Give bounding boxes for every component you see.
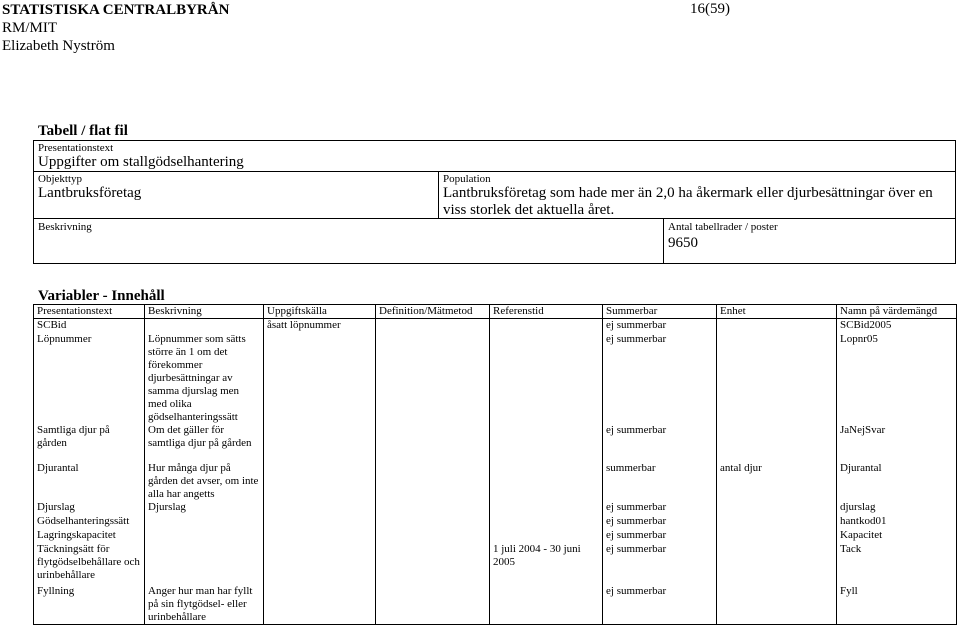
table-cell: Fyll — [837, 585, 957, 625]
table-cell — [717, 319, 837, 333]
table-cell — [376, 319, 490, 333]
table-cell — [376, 529, 490, 543]
population-value: Lantbruksföretag som hade mer än 2,0 ha åkermark eller djurbesättningar över en viss storlek det aktuella året. — [443, 185, 933, 218]
tabell-vdivider-1 — [438, 171, 439, 218]
table-cell: ej summerbar — [603, 501, 717, 515]
table-cell: Djurslag — [34, 501, 145, 515]
table-cell: Djurantal — [837, 462, 957, 501]
unit-code: RM/MIT — [2, 20, 58, 36]
table-cell — [145, 543, 264, 585]
table-cell: åsatt löpnummer — [264, 319, 376, 333]
table-cell — [717, 424, 837, 462]
table-cell — [490, 333, 603, 424]
beskrivning-label: Beskrivning — [38, 221, 92, 233]
column-header: Beskrivning — [145, 305, 264, 319]
antal-value: 9650 — [668, 235, 698, 251]
table-cell — [264, 515, 376, 529]
table-cell — [376, 515, 490, 529]
table-row — [34, 319, 957, 333]
variabler-heading: Variabler - Innehåll — [38, 288, 165, 304]
table-cell — [717, 529, 837, 543]
objekttyp-label: Objekttyp — [38, 173, 82, 185]
table-cell: Kapacitet — [837, 529, 957, 543]
column-header: Presentationstext — [34, 305, 145, 319]
table-cell — [717, 543, 837, 585]
table-cell: ej summerbar — [603, 529, 717, 543]
table-cell — [717, 515, 837, 529]
column-header: Uppgiftskälla — [264, 305, 376, 319]
table-cell — [145, 515, 264, 529]
presentation-value: Uppgifter om stallgödselhantering — [38, 154, 244, 170]
table-cell: Hur många djur på gården det avser, om inte alla har angetts — [145, 462, 264, 501]
column-header: Namn på värdemängd — [837, 305, 957, 319]
table-cell: hantkod01 — [837, 515, 957, 529]
table-cell — [490, 462, 603, 501]
tabell-divider-1 — [33, 171, 956, 172]
table-cell — [376, 543, 490, 585]
table-row — [34, 424, 957, 462]
table-cell: SCBid2005 — [837, 319, 957, 333]
table-cell: JaNejSvar — [837, 424, 957, 462]
table-cell: 1 juli 2004 - 30 juni 2005 — [490, 543, 603, 585]
table-cell — [376, 462, 490, 501]
table-cell: djurslag — [837, 501, 957, 515]
table-row — [34, 529, 957, 543]
table-row — [34, 515, 957, 529]
table-cell — [376, 333, 490, 424]
tabell-vdivider-2 — [663, 218, 664, 264]
table-cell — [264, 462, 376, 501]
table-cell — [717, 585, 837, 625]
table-cell — [376, 424, 490, 462]
table-cell: ej summerbar — [603, 319, 717, 333]
table-cell — [490, 319, 603, 333]
table-cell — [145, 319, 264, 333]
table-cell: Fyllning — [34, 585, 145, 625]
table-row — [34, 585, 957, 625]
table-cell — [264, 585, 376, 625]
table-row — [34, 333, 957, 424]
organization-name: STATISTISKA CENTRALBYRÅN — [2, 2, 230, 18]
tabell-heading: Tabell / flat fil — [38, 123, 128, 139]
page-number: 16(59) — [690, 1, 730, 17]
table-cell: ej summerbar — [603, 424, 717, 462]
table-row — [34, 462, 957, 501]
table-cell — [717, 501, 837, 515]
table-row — [34, 501, 957, 515]
objekttyp-value: Lantbruksföretag — [38, 185, 142, 201]
column-header: Definition/Mätmetod — [376, 305, 490, 319]
variables-table — [33, 304, 957, 625]
table-cell — [145, 529, 264, 543]
antal-label: Antal tabellrader / poster — [668, 221, 778, 233]
column-header: Summerbar — [603, 305, 717, 319]
table-cell — [264, 501, 376, 515]
table-cell — [490, 515, 603, 529]
table-cell: antal djur — [717, 462, 837, 501]
table-cell — [264, 333, 376, 424]
table-cell — [264, 529, 376, 543]
table-cell: Djurslag — [145, 501, 264, 515]
table-cell: Täckningsätt för flytgödselbehållare och urinbehållare — [34, 543, 145, 585]
table-cell — [376, 501, 490, 515]
column-header: Referenstid — [490, 305, 603, 319]
page-header — [2, 1, 229, 55]
table-cell: Lopnr05 — [837, 333, 957, 424]
population-label: Population — [443, 173, 491, 185]
table-cell: Löpnummer — [34, 333, 145, 424]
table-cell — [490, 501, 603, 515]
author-name: Elizabeth Nyström — [2, 38, 115, 54]
table-header-row — [34, 305, 957, 319]
table-cell — [490, 529, 603, 543]
table-cell: Anger hur man har fyllt på sin flytgödsel- eller urinbehållare — [145, 585, 264, 625]
table-cell — [490, 424, 603, 462]
table-cell — [264, 543, 376, 585]
table-cell: SCBid — [34, 319, 145, 333]
table-cell: summerbar — [603, 462, 717, 501]
table-cell: ej summerbar — [603, 585, 717, 625]
table-cell — [490, 585, 603, 625]
table-row — [34, 543, 957, 585]
presentation-label: Presentationstext — [38, 142, 114, 154]
table-cell — [717, 333, 837, 424]
table-cell — [376, 585, 490, 625]
table-cell: ej summerbar — [603, 333, 717, 424]
table-cell: Samtliga djur på gården — [34, 424, 145, 462]
table-cell: Löpnummer som sätts större än 1 om det förekommer djurbesättningar av samma djurslag men med olika gödselhanteringssätt — [145, 333, 264, 424]
table-cell: Lagringskapacitet — [34, 529, 145, 543]
table-cell — [264, 424, 376, 462]
table-cell: ej summerbar — [603, 515, 717, 529]
column-header: Enhet — [717, 305, 837, 319]
table-cell: ej summerbar — [603, 543, 717, 585]
table-cell: Gödselhanteringssätt — [34, 515, 145, 529]
table-cell: Om det gäller för samtliga djur på gården — [145, 424, 264, 462]
table-cell: Tack — [837, 543, 957, 585]
table-cell: Djurantal — [34, 462, 145, 501]
